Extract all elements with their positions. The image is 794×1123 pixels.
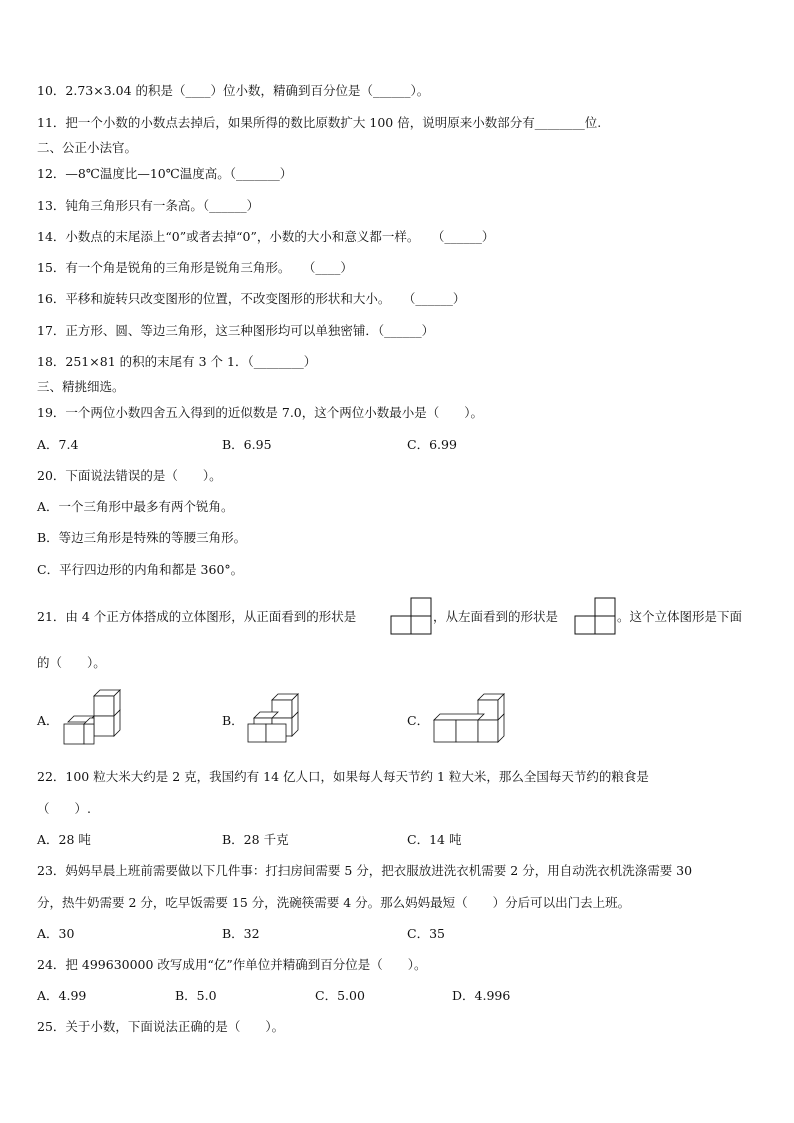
option-b[interactable]: B． <box>222 713 244 728</box>
question-17 <box>37 323 434 339</box>
question-23-line2: 分，热牛奶需要 2 分，吃早饭需要 15 分，洗碗筷需要 4 分。那么妈妈最短（ ）分后可以出门去上班。 <box>37 895 631 910</box>
question-13 <box>37 198 259 214</box>
question-text: 平移和旋转只改变图形的位置，不改变图形的形状和大小。 （______） <box>65 291 466 306</box>
option-b-cube-figure <box>246 692 304 748</box>
option-c[interactable]: C．平行四边形的内角和都是 360°。 <box>37 562 244 577</box>
option-c[interactable]: C． <box>407 713 430 728</box>
option-c[interactable]: C．14 吨 <box>407 832 462 847</box>
question-text: 一个两位小数四舍五入得到的近似数是 7.0，这个两位小数最小是（ ）。 <box>65 405 484 420</box>
question-number: 12． <box>37 166 66 181</box>
question-number: 22． <box>37 769 66 784</box>
question-number: 14． <box>37 229 66 244</box>
question-16 <box>37 291 465 307</box>
option-b[interactable]: B．32 <box>222 926 260 941</box>
option-c[interactable]: C．5.00 <box>315 988 365 1003</box>
question-18 <box>37 354 316 370</box>
question-21-line1 <box>37 609 356 625</box>
left-view-figure <box>573 597 617 635</box>
question-25 <box>37 1019 284 1035</box>
question-12 <box>37 166 292 182</box>
question-21-mid: ，从左面看到的形状是 <box>433 609 559 624</box>
question-text: 钝角三角形只有一条高。（______） <box>65 198 260 213</box>
question-20 <box>37 468 222 484</box>
option-b[interactable]: B．等边三角形是特殊的等腰三角形。 <box>37 530 247 545</box>
question-14 <box>37 229 494 245</box>
question-number: 17． <box>37 323 66 338</box>
question-text: 妈妈早晨上班前需要做以下几件事：打扫房间需要 5 分，把衣服放进洗衣机需要 2 分，用自动洗衣机洗涤需要 30 <box>65 863 693 878</box>
question-21-line2: 的（ ）。 <box>37 655 106 670</box>
option-a-cube-figure <box>62 688 124 748</box>
question-number: 10． <box>37 83 66 98</box>
question-text: 由 4 个正方体搭成的立体图形，从正面看到的形状是 <box>65 609 357 624</box>
question-number: 13． <box>37 198 66 213</box>
option-c[interactable]: C．35 <box>407 926 445 941</box>
options-23 <box>37 926 737 942</box>
question-number: 23． <box>37 863 66 878</box>
front-view-figure <box>389 597 433 635</box>
question-text: 有一个角是锐角的三角形是锐角三角形。 （____） <box>65 260 353 275</box>
question-number: 19． <box>37 405 66 420</box>
option-c[interactable]: C．6.99 <box>407 437 457 452</box>
question-24 <box>37 957 426 973</box>
question-text: 小数点的末尾添上“0”或者去掉“0”，小数的大小和意义都一样。 （______） <box>65 229 495 244</box>
question-number: 20． <box>37 468 66 483</box>
question-number: 15． <box>37 260 66 275</box>
question-23 <box>37 863 692 879</box>
question-10 <box>37 83 429 99</box>
question-22-line2: （ ）. <box>37 801 91 816</box>
option-a[interactable]: A．7.4 <box>37 437 79 452</box>
question-text: 2.73×3.04 的积是（____）位小数，精确到百分位是（______）。 <box>65 83 430 98</box>
question-text: 把一个小数的小数点去掉后，如果所得的数比原数扩大 100 倍，说明原来小数部分有________位. <box>65 115 602 130</box>
question-number: 25． <box>37 1019 66 1034</box>
question-21-end: 。这个立体图形是下面 <box>617 609 743 624</box>
option-a[interactable]: A．4.99 <box>37 988 87 1003</box>
question-number: 18． <box>37 354 66 369</box>
option-c-cube-figure <box>432 692 506 746</box>
question-text: 251×81 的积的末尾有 3 个 1．（________） <box>65 354 317 369</box>
question-11 <box>37 115 601 131</box>
question-15 <box>37 260 353 276</box>
option-a[interactable]: A．30 <box>37 926 75 941</box>
question-text: 关于小数，下面说法正确的是（ ）。 <box>65 1019 285 1034</box>
options-24 <box>37 988 737 1004</box>
option-a[interactable]: A． <box>37 713 59 728</box>
question-19 <box>37 405 483 421</box>
option-b[interactable]: B．6.95 <box>222 437 272 452</box>
question-text: 100 粒大米大约是 2 克，我国约有 14 亿人口，如果每人每天节约 1 粒大米，那么全国每天节约的粮食是 <box>65 769 649 784</box>
question-text: —8℃温度比—10℃温度高。（_______） <box>65 166 293 181</box>
question-22 <box>37 769 649 785</box>
question-text: 下面说法错误的是（ ）。 <box>65 468 222 483</box>
option-a[interactable]: A．28 吨 <box>37 832 91 847</box>
options-19 <box>37 437 737 453</box>
options-22 <box>37 832 737 848</box>
question-number: 21． <box>37 609 66 624</box>
section-heading-3: 三、精挑细选。 <box>37 379 125 394</box>
question-number: 16． <box>37 291 66 306</box>
question-number: 24． <box>37 957 66 972</box>
option-b[interactable]: B．5.0 <box>175 988 217 1003</box>
question-text: 正方形、圆、等边三角形，这三种图形均可以单独密铺．（______） <box>65 323 435 338</box>
option-d[interactable]: D．4.996 <box>452 988 511 1003</box>
option-a[interactable]: A．一个三角形中最多有两个锐角。 <box>37 499 234 514</box>
option-b[interactable]: B．28 千克 <box>222 832 289 847</box>
question-number: 11． <box>37 115 66 130</box>
section-heading-2: 二、公正小法官。 <box>37 140 138 155</box>
question-text: 把 499630000 改写成用“亿”作单位并精确到百分位是（ ）。 <box>65 957 427 972</box>
